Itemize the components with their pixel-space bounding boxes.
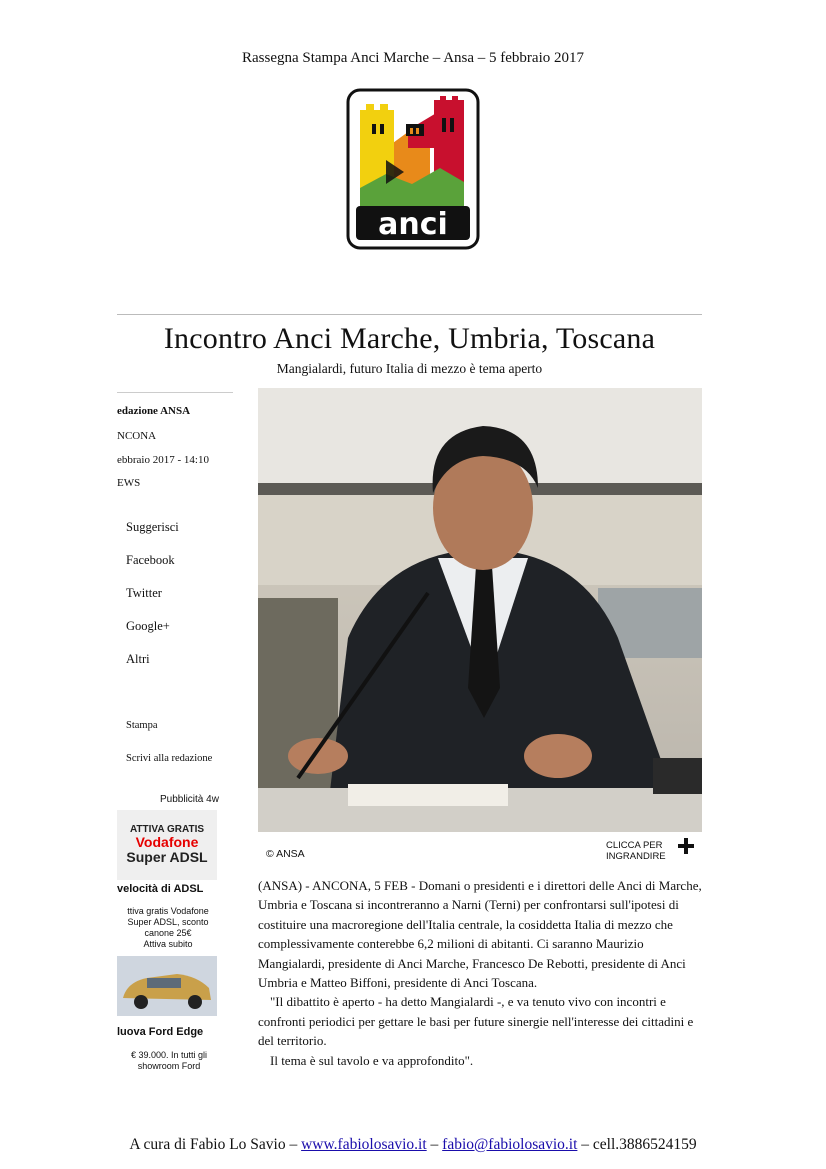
article-top-rule <box>117 314 702 315</box>
ad-copy-line: Super ADSL, sconto <box>127 917 209 927</box>
anci-logo <box>346 88 480 250</box>
vodafone-line3: Super ADSL <box>126 849 208 865</box>
article-author: edazione ANSA <box>117 405 191 417</box>
share-google-plus[interactable]: Google+ <box>126 619 170 633</box>
footer-suffix: – cell.3886524159 <box>577 1136 697 1153</box>
vodafone-line1: ATTIVA GRATIS <box>129 824 205 835</box>
enlarge-link[interactable]: CLICCA PER INGRANDIRE <box>606 840 666 862</box>
article-photo[interactable] <box>258 388 702 832</box>
share-suggerisci[interactable]: Suggerisci <box>126 520 179 534</box>
plus-icon[interactable] <box>678 838 694 854</box>
write-editor-link[interactable]: Scrivi alla redazione <box>126 753 213 764</box>
article-date: ebbraio 2017 - 14:10 <box>117 454 209 466</box>
share-facebook[interactable]: Facebook <box>126 553 175 567</box>
body-paragraph: "Il dibattito è aperto - ha detto Mangialardi -, e va tenuto vivo con incontri e confronti periodici per gettare le basi per future sinergie nell'interesse dei cittadini e del territorio. <box>258 994 694 1049</box>
car-copy <box>121 1050 217 1072</box>
photo-credit: © ANSA <box>266 848 305 860</box>
ad-copy-line: canone 25€ <box>144 928 192 938</box>
article-subtitle: Mangialardi, futuro Italia di mezzo è tema aperto <box>276 361 543 376</box>
ad-copy <box>119 906 217 950</box>
share-altri[interactable]: Altri <box>126 652 150 666</box>
vodafone-banner[interactable] <box>117 810 217 880</box>
article-place: NCONA <box>117 430 157 442</box>
car-image[interactable] <box>117 956 217 1016</box>
car-copy-line: € 39.000. In tutti gli <box>130 1050 208 1060</box>
article-body <box>258 876 704 1070</box>
footer-credits <box>0 1136 826 1154</box>
ad-copy-line: Attiva subito <box>143 939 193 949</box>
body-paragraph: Il tema è sul tavolo e va approfondito". <box>270 1052 474 1068</box>
anci-wordmark: anci <box>378 207 448 242</box>
body-paragraph: (ANSA) - ANCONA, 5 FEB - Domani o presidenti e i direttori delle Anci di Marche, Umbria e Toscana si incontreranno a Narni (Terni) per confrontarsi sull'ipotesi di costituire una macroregione dell'Italia centrale, la cosiddetta Italia di mezzo che complessivamente conterebbe 6,2 milioni di abitanti. Ci saranno Maurizio Mangialardi, presidente di Anci Marche, Francesco De Rebotti, presidente di Anci Umbria e Matteo Biffoni, presidente di Anci Toscana. <box>258 878 702 991</box>
print-link[interactable]: Stampa <box>126 720 158 731</box>
footer-email-link[interactable]: fabio@fabiolosavio.it <box>442 1136 578 1153</box>
ad-copy-line: ttiva gratis Vodafone <box>127 906 209 916</box>
vodafone-line2: Vodafone <box>135 834 199 850</box>
sidebar-rule <box>117 392 233 393</box>
ad-headline[interactable]: velocità di ADSL <box>117 883 204 895</box>
ad-label: Pubblicità 4w <box>160 794 219 805</box>
advertisement[interactable] <box>117 808 217 1070</box>
footer-site-link[interactable]: www.fabiolosavio.it <box>301 1136 427 1153</box>
car-copy-line: showroom Ford <box>137 1061 201 1071</box>
car-title[interactable]: luova Ford Edge <box>117 1026 204 1038</box>
article-title: Incontro Anci Marche, Umbria, Toscana <box>163 322 656 355</box>
article-section: EWS <box>117 477 141 489</box>
press-review-header: Rassegna Stampa Anci Marche – Ansa – 5 febbraio 2017 <box>241 50 584 66</box>
footer-prefix: A cura di Fabio Lo Savio – <box>129 1136 302 1153</box>
footer-separator: – <box>426 1136 443 1153</box>
share-twitter[interactable]: Twitter <box>126 586 162 600</box>
